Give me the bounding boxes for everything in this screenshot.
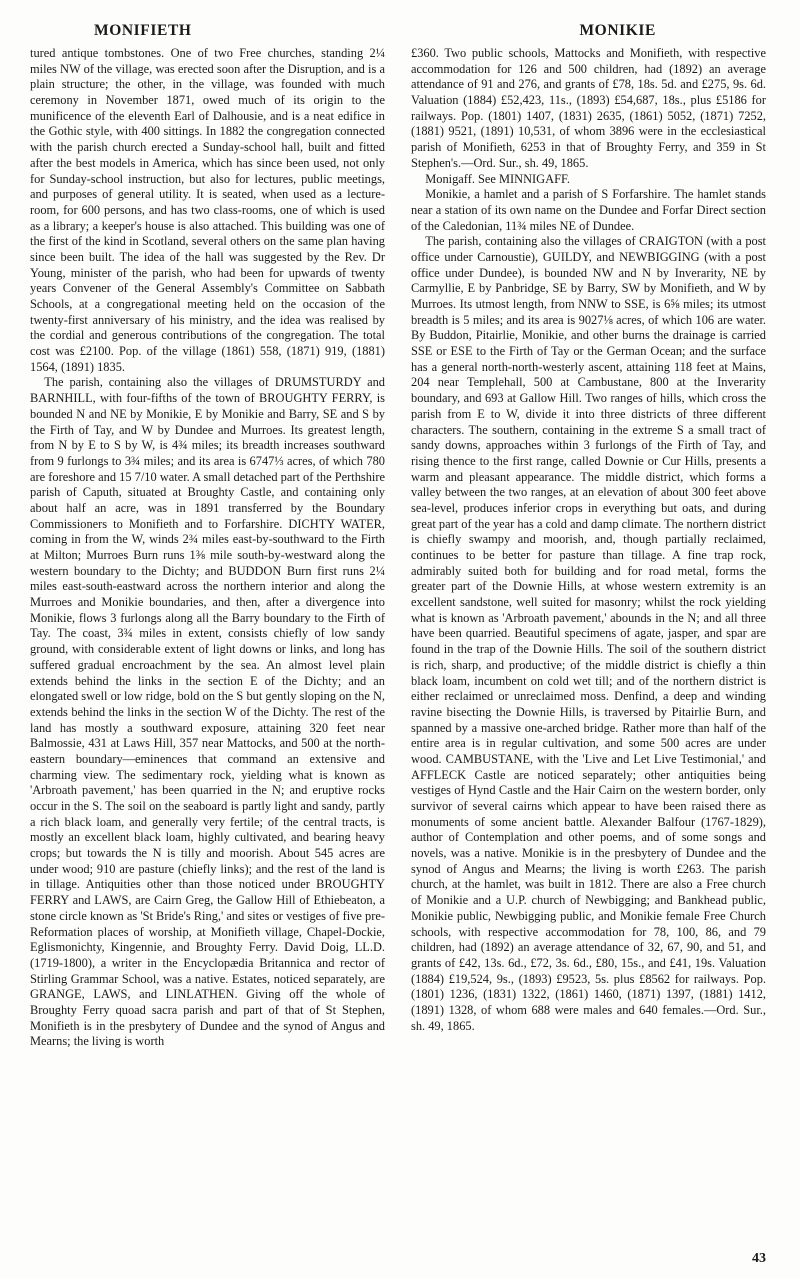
right-column xyxy=(411,46,766,1231)
entry-monigaff: Monigaff. See MINNIGAFF. xyxy=(425,171,570,186)
paragraph: The parish, containing also the villages of DRUMSTURDY and BARNHILL, with four-fifths of the town of BROUGHTY FERRY, is bounded N and NE by Monikie, E by Monikie and Barry, SE and S by the Firth of Tay, and W by Dundee and Murroes. Its greatest length, from N by E to S by W, is 4¾ miles; its breadth increases southward from 9 furlongs to 3¾ miles; and its area is 6747⅓ acres, of which 780 are foreshore and 15 7/10 water. A small detached part of the Perthshire parish of Caputh, situated at Broughty Castle, and containing only about half an acre, was in 1891 transferred by the Boundary Commissioners to Monifieth and to Forfarshire. DICHTY WATER, coming in from the W, winds 2¾ miles east-by-southward to the Firth at Milton; Murroes Burn runs 1⅜ mile south-by-westward along the western boundary to the Dichty; and BUDDON Burn first runs 2¼ miles east-south-eastward across the northern interior and along the Murroes and Monikie boundaries, and then, after a divergence into Monikie, flows 3 furlongs along all the Barry boundary to the Firth of Tay. The coast, 3¾ miles in extent, consists chiefly of low sandy ground, with considerable extent of light downs or links, and long has suffered gradual encroachment by the sea. An almost level plain extends behind the links in the section E of the Dichty; and an elongated swell or low ridge, bold on the S but gently sloping on the N, extends behind the links in the section W of the Dichty. The rest of the land has mostly a southward exposure, attaining 320 feet near Balmossie, 431 at Laws Hill, 357 near Mattocks, and 500 at the north-eastern boundary—eminences that command an extensive and charming view. The sedimentary rock, yielding what is known as 'Arbroath pavement,' has been quarried in the N; and eruptive rocks occur in the S. The soil on the seaboard is partly light and sandy, partly a rich black loam, and generally very fertile; of the central tracts, is mostly an excellent black loam, highly cultivated, and bearing heavy crops; but towards the N is tilly and moorish. About 545 acres are under wood; 910 are pasture (chiefly links); and the rest of the land is in tillage. Antiquities other than those noticed under BROUGHTY FERRY and LAWS, are Cairn Greg, the Gallow Hill of Ethiebeaton, a stone circle known as 'St Bride's Ring,' and sites or vestiges of five pre-Reformation places of worship, at Monifieth village, Chapel-Dockie, Eglismonichty, Kingennie, and Broughty Ferry. David Doig, LL.D. (1719-1800), a writer in the Encyclopædia Britannica and rector of Stirling Grammar School, was a native. Estates, noticed separately, are GRANGE, LAWS, and LINLATHEN. Giving off the whole of Broughty Ferry quoad sacra parish and part of that of St Stephen, Monifieth is in the presbytery of Dundee and the synod of Angus and Mearns; the living is worth xyxy=(30,375,385,1049)
page-number: 43 xyxy=(752,1251,766,1266)
left-column xyxy=(30,46,385,1231)
running-head-right: MONIKIE xyxy=(579,22,656,39)
running-head-left: MONIFIETH xyxy=(94,22,192,39)
paragraph: £360. Two public schools, Mattocks and Monifieth, with respective accommodation for 126 and 500 children, had (1892) an average attendance of 91 and 276, and grants of £78, 18s. 5d. and £275, 9s. 6d. Valuation (1884) £52,423, 11s., (1893) £54,687, 18s., plus £5186 for railways. Pop. (1801) 1407, (1831) 2635, (1861) 5052, (1871) 7252, (1881) 9521, (1891) 10,531, of whom 3896 were in the ecclesiastical parish of Monifieth, 6253 in that of Broughty Ferry, and 359 in St Stephen's.—Ord. Sur., sh. 49, 1865. xyxy=(411,46,766,170)
paragraph: tured antique tombstones. One of two Free churches, standing 2¼ miles NW of the village, was erected soon after the Disruption, and is a plain structure; the other, in the village, was founded with much ceremony in November 1871, owed much of its origin to the munificence of the eleventh Earl of Dalhousie, and is a neat edifice in the Gothic style, with 400 sittings. In 1882 the congregation connected with the parish church erected a Sunday-school hall, built and fitted after the best models in America, which has since been used, not only for Sunday-school instruction, but also for lectures, public meetings, and purposes of general utility. It is seated, when used as a lecture-room, for 600 persons, and has two class-rooms, one of which is used as a library; a keeper's house is also attached. This building was one of the first of the kind in Scotland, several others on the same plan having since been built. The idea of the hall was suggested by the Rev. Dr Young, minister of the parish, who had been for upwards of twenty years Convener of the General Assembly's Committee on Sabbath Schools, at a congregational meeting held on the occasion of the twenty-first anniversary of his ministry, and the idea was realised by the cordial and generous contributions of the congregation. The total cost was £2100. Pop. of the village (1861) 558, (1871) 919, (1881) 1564, (1891) 1835. xyxy=(30,46,385,374)
entry-monikie: Monikie, a hamlet and a parish of S Forfarshire. The hamlet stands near a station of its own name on the Dundee and Forfar Direct section of the Caledonian, 11¾ miles NE of Dundee. xyxy=(411,187,766,233)
paragraph: The parish, containing also the villages of CRAIGTON (with a post office under Carnoustie), GUILDY, and NEWBIGGING (with a post office under Dundee), is bounded NW and N by Inverarity, NE by Carmyllie, E by Panbridge, SE by Barry, SW by Monifieth, and W by Murroes. Its utmost length, from NNW to SSE, is 6⅝ miles; its utmost breadth is 5 miles; and its area is 9027⅛ acres, of which 106 are water. By Buddon, Pitairlie, Monikie, and other burns the drainage is carried SSE or ESE to the Firth of Tay or the German Ocean; and the surface has a general north-north-westerly ascent, attaining 118 feet at Mains, 204 near Templehall, 500 at Cambustane, 800 at the Inverarity boundary, and 693 at Gallow Hill. Two ranges of hills, which cross the parish from E to W, divide it into three districts of three different characters. The southern, containing in the extreme S a small tract of sandy downs, approaches within 3 furlongs of the Firth of Tay, and rising thence to the first range, called Downie or Cur Hills, presents a warm and pleasant appearance. The middle district, which forms a valley between the two ranges, at an elevation of about 300 feet above sea-level, produces inferior crops in everything but oats, and during great part of the year has a cold and damp climate. The northern district is chiefly swampy and moorish, and, though partially reclaimed, continues to be better for pasture than tillage. A fine trap rock, admirably suited both for building and for road metal, forms the greater part of the Downie Hills, at whose western extremity is an excellent sandstone, well suited for masonry; whilst the rock yielding what is known as 'Arbroath pavement,' abounds in the N; and all three have been quarried. Beautiful specimens of agate, jasper, and spar are found in the trap of the Downie Hills. The soil of the southern district is rich, sharp, and productive; of the middle district is chiefly a thin black loam, incumbent on cold wet till; and of the northern district is either reclaimed or unreclaimed moss. Denfind, a deep and winding ravine bisecting the Downie Hills, is traversed by Pitairlie Burn, and spanned by a massive one-arched bridge. Rather more than half of the entire area is in regular cultivation, and some 500 acres are under wood. CAMBUSTANE, with the 'Live and Let Live Testimonial,' and AFFLECK Castle are noticed separately; other antiquities being vestiges of Hynd Castle and the Hair Cairn on the western border, only survivor of several cairns which appear to have been raised there as monuments of some ancient battle. Alexander Balfour (1767-1829), author of Contemplation and other poems, and of some songs and novels, was a native. Monikie is in the presbytery of Dundee and the synod of Angus and Mearns; the living is worth £263. The parish church, at the hamlet, was built in 1812. There are also a Free church of Monikie and a U.P. church of Newbigging; and Bankhead public, Monikie public, Newbigging public, and Monikie female Free Church schools, with respective accommodation for 78, 100, 86, and 79 children, had (1892) an average attendance of 32, 67, 90, and 51, and grants of £42, 13s. 6d., £72, 3s. 6d., £80, 15s., and £41, 19s. Valuation (1884) £19,524, 9s., (1893) £9523, 5s. plus £8562 for railways. Pop. (1801) 1236, (1831) 1322, (1861) 1460, (1871) 1397, (1881) 1412, (1891) 1328, of whom 688 were males and 640 females.—Ord. Sur., sh. 49, 1865. xyxy=(411,234,766,1033)
text-columns xyxy=(30,46,770,1231)
running-head xyxy=(30,22,770,40)
